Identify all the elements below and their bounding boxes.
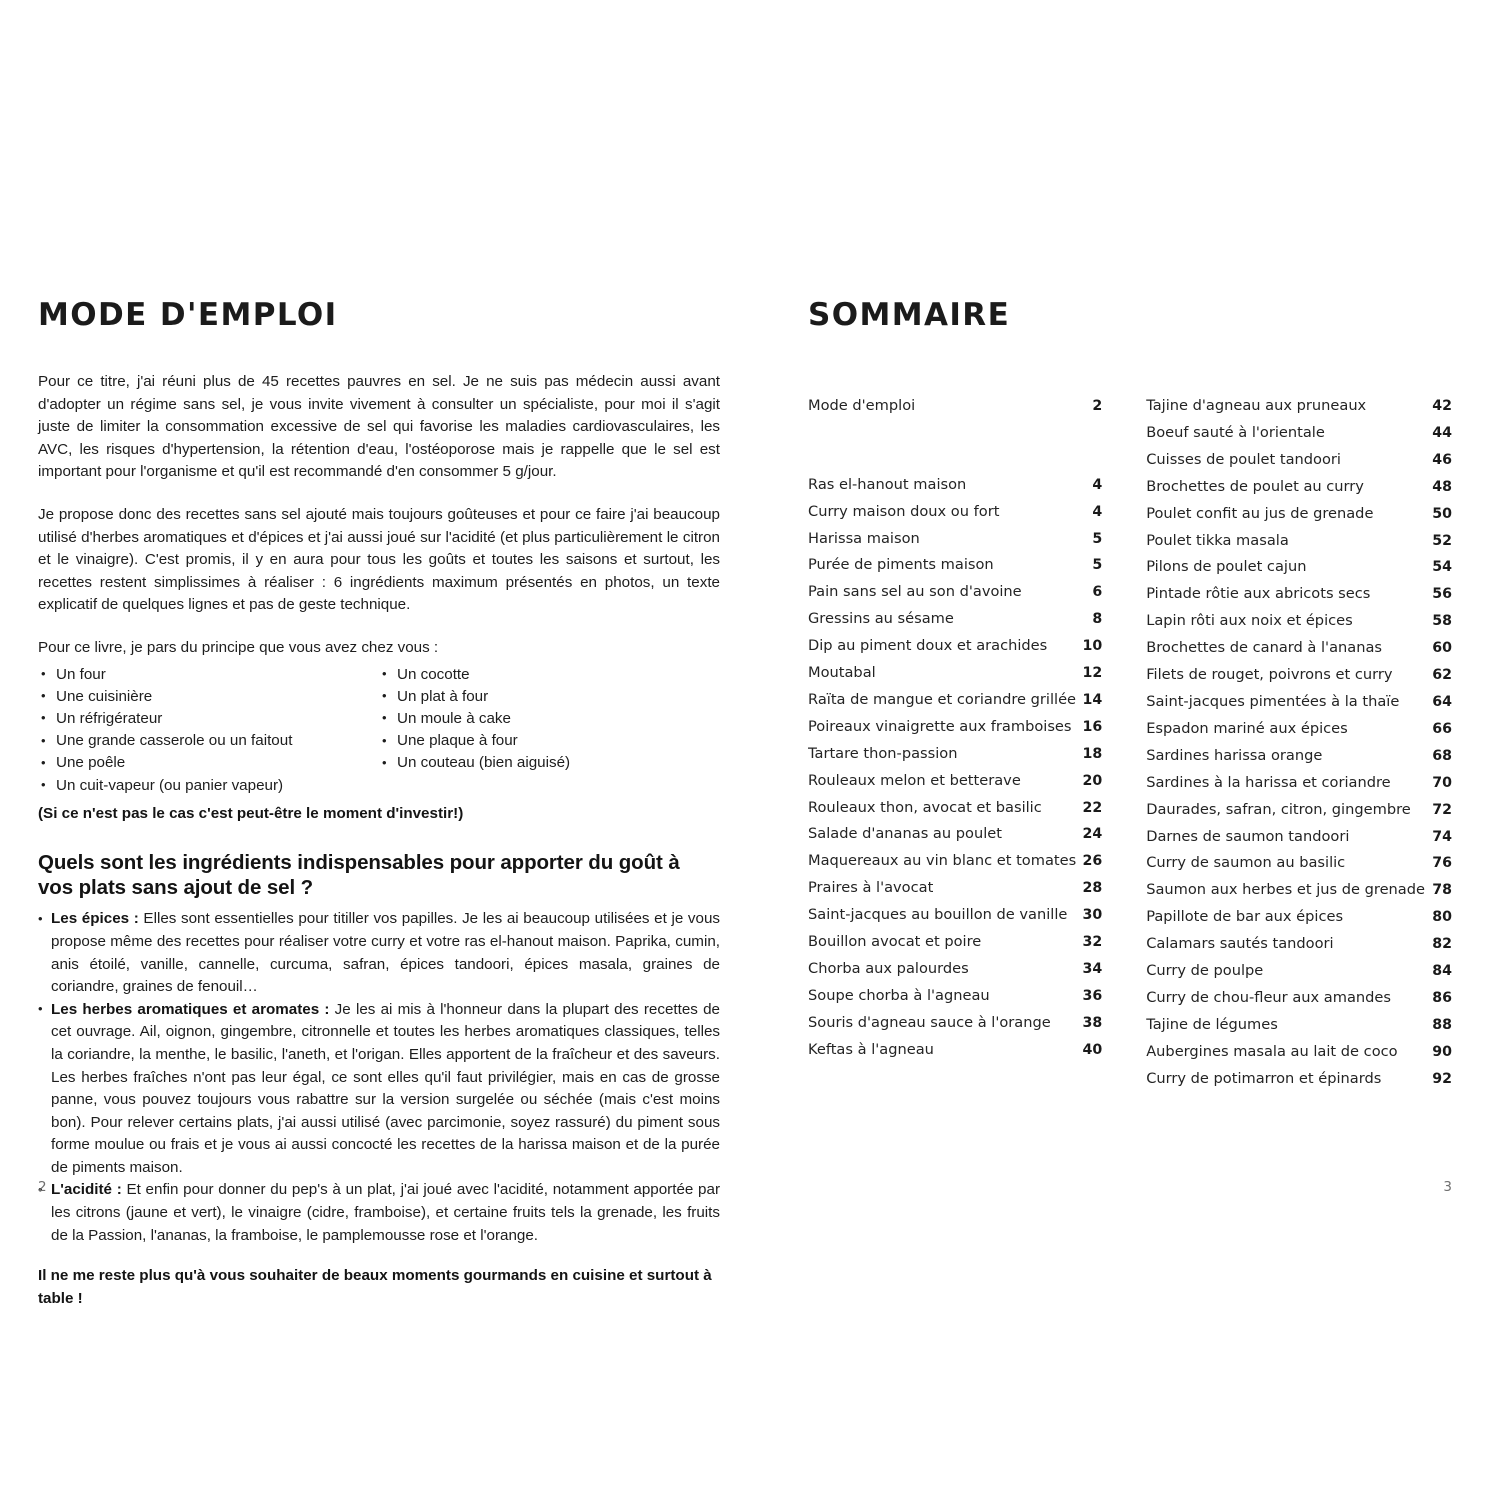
toc-entry-title: Mode d'emploi (808, 397, 916, 414)
list-item (38, 1179, 720, 1247)
toc-entry-page-number: 58 (1432, 613, 1452, 630)
toc-entry[interactable] (1146, 1066, 1452, 1093)
toc-entry-title: Cuisses de poulet tandoori (1146, 450, 1341, 468)
toc-entry[interactable] (1146, 608, 1452, 635)
toc-entry-page-number: 24 (1082, 826, 1103, 843)
toc-entry-page-number: 5 (1092, 557, 1103, 574)
toc-entry[interactable] (808, 472, 1102, 499)
toc-entry-title: Salade d'ananas au poulet (808, 825, 1002, 843)
toc-entry-page-number: 4 (1092, 503, 1103, 520)
intro-paragraph-2: Je propose donc des recettes sans sel ajouté mais toujours goûteuses et pour ce faire j'ai beaucoup utilisé d'herbes aromatiques et d'épices et j'ai aussi joué sur l'acidité (et plus particulièrement le citron et le vinaigre). C'est promis, il y en aura pour tous les goûts et toutes les saisons et surtout, les recettes restent simplissimes à réaliser : 6 ingrédients maximum présentés en photos, un texte explicatif de quelques lignes et pas de geste technique. (38, 505, 720, 614)
toc-entry-title: Saint-jacques au bouillon de vanille (808, 906, 1068, 924)
list-item: • Un moule à cake (379, 708, 720, 730)
toc-entry[interactable] (808, 795, 1102, 822)
toc-entry-page-number: 50 (1432, 505, 1452, 522)
toc-entry-title: Moutabal (808, 664, 876, 682)
folio-page-number-left: 2 (38, 1179, 47, 1195)
toc-entry[interactable] (808, 848, 1102, 875)
toc-entry-title: Rouleaux thon, avocat et basilic (808, 798, 1042, 816)
toc-entry[interactable] (1146, 393, 1452, 420)
list-item: • Une grande casserole ou un faitout (38, 730, 379, 752)
toc-entry-title: Darnes de saumon tandoori (1146, 827, 1350, 845)
equipment-column-left (38, 664, 379, 797)
toc-entry[interactable] (1146, 716, 1452, 743)
toc-entry[interactable] (808, 660, 1102, 687)
toc-entry[interactable] (1146, 824, 1452, 851)
toc-entry-title: Poireaux vinaigrette aux framboises (808, 717, 1072, 735)
list-item: • Un cuit-vapeur (ou panier vapeur) (38, 775, 379, 797)
ingredient-lead-label: Les herbes aromatiques et aromates : (51, 1000, 330, 1018)
list-item: • Un four (38, 664, 379, 686)
toc-entry-title: Calamars sautés tandoori (1146, 935, 1334, 953)
toc-entry-page-number: 92 (1432, 1070, 1452, 1087)
toc-entry[interactable] (808, 1037, 1102, 1064)
toc-entry-title: Poulet tikka masala (1146, 531, 1289, 549)
toc-entry-page-number: 82 (1432, 936, 1452, 953)
toc-entry-page-number: 28 (1082, 880, 1103, 897)
toc-entry-page-number: 32 (1082, 934, 1103, 951)
toc-entry[interactable] (808, 526, 1102, 553)
toc-entry-page-number: 90 (1432, 1043, 1452, 1060)
toc-entry[interactable] (1146, 689, 1452, 716)
toc-column-2 (1146, 393, 1452, 1093)
toc-entry-title: Boeuf sauté à l'orientale (1146, 423, 1325, 441)
toc-entry[interactable] (1146, 1039, 1452, 1066)
toc-entry-page-number: 70 (1432, 774, 1452, 791)
toc-entry-page-number: 14 (1082, 691, 1103, 708)
toc-entry-title: Espadon mariné aux épices (1146, 719, 1348, 737)
toc-entry-title: Purée de piments maison (808, 556, 994, 574)
toc-entry-title: Tajine de légumes (1146, 1015, 1278, 1033)
toc-entry-title: Tartare thon-passion (808, 744, 958, 762)
toc-entry-title: Pain sans sel au son d'avoine (808, 583, 1022, 601)
toc-entry[interactable] (1146, 662, 1452, 689)
list-item: • Une poêle (38, 752, 379, 774)
toc-entry[interactable] (1146, 743, 1452, 770)
toc-entry-page-number: 84 (1432, 963, 1452, 980)
toc-entry[interactable] (1146, 797, 1452, 824)
toc-entry[interactable] (808, 768, 1102, 795)
toc-entry[interactable] (808, 714, 1102, 741)
toc-entry[interactable] (808, 983, 1102, 1010)
toc-entry[interactable] (1146, 554, 1452, 581)
toc-entry-title: Chorba aux palourdes (808, 960, 969, 978)
equipment-column-right (379, 664, 720, 797)
toc-entry[interactable] (1146, 501, 1452, 528)
toc-entry[interactable] (808, 929, 1102, 956)
ingredient-lead-label: L'acidité : (51, 1181, 122, 1199)
toc-entry-title: Maquereaux au vin blanc et tomates (808, 852, 1077, 870)
toc-entry-title: Papillote de bar aux épices (1146, 908, 1344, 926)
toc-entry-title: Tajine d'agneau aux pruneaux (1146, 397, 1367, 414)
equipment-intro: Pour ce livre, je pars du principe que vous avez chez vous : (38, 638, 439, 656)
page-title-mode-demploi: MODE D'EMPLOI (38, 297, 338, 333)
toc-entry-page-number: 44 (1432, 424, 1452, 441)
closing-statement: Il ne me reste plus qu'à vous souhaiter de beaux moments gourmands en cuisine et surtout à table ! (38, 1267, 712, 1307)
toc-entry-title: Soupe chorba à l'agneau (808, 986, 990, 1004)
ingredient-body-text: Elles sont essentielles pour titiller vos papilles. Je les ai beaucoup utilisées et je vous propose même des recettes pour réaliser votre curry et votre ras el-hanout maison. Paprika, cumin, anis étoilé, vanille, cannelle, curcuma, safran, épices tandoori, épices masala, graines de coriandre, graines de fenouil… (51, 910, 720, 996)
left-page-content (38, 297, 721, 1310)
ingredients-list (38, 908, 720, 1247)
toc-entry-page-number: 42 (1432, 398, 1452, 414)
equipment-list-left (38, 664, 379, 797)
toc-entry[interactable] (808, 741, 1102, 768)
toc-entry-page-number: 76 (1432, 855, 1452, 872)
list-item: • Un réfrigérateur (38, 708, 379, 730)
list-item: • Un plat à four (379, 686, 720, 708)
toc-entry-title: Saumon aux herbes et jus de grenade (1146, 881, 1425, 899)
toc-entry-title: Gressins au sésame (808, 610, 954, 628)
toc-column-1 (808, 393, 1102, 1093)
toc-entry-page-number: 40 (1082, 1041, 1103, 1058)
toc-entry-page-number: 68 (1432, 747, 1452, 764)
toc-entry-page-number: 48 (1432, 478, 1452, 495)
toc-entry-title: Bouillon avocat et poire (808, 933, 982, 951)
list-item: • Une plaque à four (379, 730, 720, 752)
toc-entry-title: Ras el-hanout maison (808, 475, 967, 493)
toc-entry-page-number: 78 (1432, 882, 1452, 899)
toc-entry[interactable] (1146, 420, 1452, 447)
toc-entry-title: Souris d'agneau sauce à l'orange (808, 1013, 1051, 1031)
toc-entry-page-number: 72 (1432, 801, 1452, 818)
list-item (38, 908, 720, 998)
toc-entry-title: Praires à l'avocat (808, 879, 934, 897)
toc-entry[interactable] (1146, 581, 1452, 608)
toc-entry[interactable] (1146, 877, 1452, 904)
toc-entry-page-number: 66 (1432, 720, 1452, 737)
toc-entry-title: Curry de potimarron et épinards (1146, 1069, 1382, 1087)
toc-entry-page-number: 52 (1432, 532, 1452, 549)
toc-entry-page-number: 26 (1082, 853, 1103, 870)
toc-entry[interactable] (1146, 635, 1452, 662)
toc-entry-page-number: 16 (1082, 718, 1103, 735)
toc-entry[interactable] (808, 393, 1102, 420)
toc-entry[interactable] (808, 633, 1102, 660)
toc-entry-title: Filets de rouget, poivrons et curry (1146, 666, 1393, 684)
toc-entry[interactable] (808, 821, 1102, 848)
toc-entry-page-number: 2 (1092, 398, 1103, 414)
toc-entry-page-number: 56 (1432, 586, 1452, 603)
toc-entry-title: Brochettes de canard à l'ananas (1146, 639, 1383, 657)
toc-entry[interactable] (1146, 770, 1452, 797)
right-page (750, 0, 1500, 1500)
toc-entry-page-number: 62 (1432, 667, 1452, 684)
equipment-list (38, 664, 720, 797)
toc-entry-title: Sardines à la harissa et coriandre (1146, 773, 1391, 791)
toc-entry[interactable] (808, 875, 1102, 902)
table-of-contents (808, 393, 1452, 1093)
toc-entry-page-number: 20 (1082, 772, 1103, 789)
toc-entry[interactable] (808, 687, 1102, 714)
toc-entry[interactable] (1146, 447, 1452, 474)
folio-page-number-right: 3 (1443, 1179, 1452, 1195)
toc-entry-title: Daurades, safran, citron, gingembre (1146, 800, 1411, 818)
toc-entry-page-number: 34 (1082, 961, 1103, 978)
toc-entry[interactable] (1146, 958, 1452, 985)
toc-entry-title: Saint-jacques pimentées à la thaïe (1146, 692, 1400, 710)
ingredient-lead-label: Les épices : (51, 910, 139, 928)
toc-list-2 (1146, 393, 1452, 1093)
toc-entry[interactable] (1146, 474, 1452, 501)
toc-entry[interactable] (1146, 985, 1452, 1012)
toc-entry[interactable] (808, 606, 1102, 633)
list-item: • Une cuisinière (38, 686, 379, 708)
toc-entry-page-number: 54 (1432, 559, 1452, 576)
toc-entry[interactable] (808, 902, 1102, 929)
toc-entry-title: Keftas à l'agneau (808, 1040, 934, 1058)
toc-entry-title: Poulet confit au jus de grenade (1146, 504, 1374, 522)
toc-entry-page-number: 60 (1432, 640, 1452, 657)
toc-entry-title: Rouleaux melon et betterave (808, 771, 1021, 789)
toc-entry-page-number: 18 (1082, 745, 1103, 762)
toc-entry-title: Raïta de mangue et coriandre grillée (808, 690, 1077, 708)
toc-entry[interactable] (808, 552, 1102, 579)
toc-entry-page-number: 46 (1432, 451, 1452, 468)
toc-entry-page-number: 38 (1082, 1014, 1103, 1031)
ingredient-body-text: Je les ai mis à l'honneur dans la plupart des recettes de cet ouvrage. Ail, oignon, gingembre, citronnelle et toutes les herbes aromatiques classiques, telles la coriandre, la menthe, le basilic, l'aneth, et l'origan. Elles apportent de la fraîcheur et des saveurs. Les herbes fraîches n'ont pas leur égal, ce sont elles qu'il faut privilégier, mais en cas de grosse panne, vous pouvez toujours vous rabattre sur la version surgelée ou séchée (mais c'est moins bon). Pour relever certains plats, j'ai aussi utilisé (avec parcimonie, soyez rassuré) du piment sous forme moulue ou frais et je vous ai aussi concocté les recettes de la harissa maison et de la purée de piments maison. (51, 1000, 720, 1176)
toc-list-1 (808, 393, 1102, 1064)
page-title-sommaire: SOMMAIRE (808, 297, 1011, 333)
toc-entry-page-number: 10 (1082, 638, 1103, 655)
toc-entry-page-number: 4 (1092, 476, 1103, 493)
section-heading-ingredients: Quels sont les ingrédients indispensables pour apporter du goût à vos plats sans ajout de sel ? (38, 851, 680, 899)
toc-entry-page-number: 88 (1432, 1016, 1452, 1033)
ingredient-body-text: Et enfin pour donner du pep's à un plat, j'ai joué avec l'acidité, notamment apportée par les citrons (jaune et vert), le vinaigre (cidre, framboise), et certaine fruits tels la grenade, les fruits de la Passion, l'ananas, la framboise, le pamplemousse rose et l'orange. (51, 1181, 721, 1244)
toc-entry-title: Curry de chou-fleur aux amandes (1146, 988, 1391, 1006)
toc-entry-page-number: 74 (1432, 828, 1452, 845)
toc-entry-title: Curry de saumon au basilic (1146, 854, 1346, 872)
toc-entry-page-number: 5 (1092, 530, 1103, 547)
toc-entry[interactable] (808, 1010, 1102, 1037)
toc-entry-page-number: 30 (1082, 907, 1103, 924)
toc-entry-page-number: 12 (1082, 665, 1103, 682)
toc-entry-title: Lapin rôti aux noix et épices (1146, 612, 1353, 630)
toc-entry[interactable] (1146, 931, 1452, 958)
toc-entry-page-number: 64 (1432, 693, 1452, 710)
equipment-note: (Si ce n'est pas le cas c'est peut-être le moment d'investir!) (38, 804, 464, 822)
toc-entry-title: Harissa maison (808, 529, 920, 547)
toc-entry-page-number: 80 (1432, 909, 1452, 926)
toc-entry-title: Pilons de poulet cajun (1146, 558, 1307, 576)
toc-entry[interactable] (808, 579, 1102, 606)
toc-entry[interactable] (808, 499, 1102, 526)
toc-entry[interactable] (1146, 528, 1452, 555)
toc-entry-page-number: 6 (1092, 584, 1103, 601)
toc-entry-title: Aubergines masala au lait de coco (1146, 1042, 1398, 1060)
toc-entry-title: Pintade rôtie aux abricots secs (1146, 585, 1371, 603)
list-item: • Un couteau (bien aiguisé) (379, 752, 720, 774)
toc-entry-page-number: 22 (1082, 799, 1103, 816)
toc-entry-title: Dip au piment doux et arachides (808, 637, 1048, 655)
list-item: • Un cocotte (379, 664, 720, 686)
toc-entry-page-number: 86 (1432, 989, 1452, 1006)
toc-entry-page-number: 8 (1092, 611, 1103, 628)
toc-entry-title: Sardines harissa orange (1146, 746, 1323, 764)
equipment-list-right (379, 664, 720, 775)
toc-entry-title: Curry maison doux ou fort (808, 502, 1000, 520)
toc-entry-title: Curry de poulpe (1146, 962, 1264, 980)
toc-entry[interactable] (1146, 1012, 1452, 1039)
list-item (38, 999, 720, 1180)
toc-entry-title: Brochettes de poulet au curry (1146, 477, 1364, 495)
intro-paragraph-1: Pour ce titre, j'ai réuni plus de 45 recettes pauvres en sel. Je ne suis pas médecin aussi avant d'adopter un régime sans sel, je vous invite vivement à consulter un spécialiste, pour moi il s'agit juste de limiter la consommation excessive de sel qui favorise les maladies cardiovasculaires, les AVC, les risques d'hypertension, la rétention d'eau, l'ostéoporose mais je rappelle que le sel est important pour l'organisme et qu'il est recommandé d'en consommer 5 g/jour. (38, 373, 720, 481)
toc-entry-page-number: 36 (1082, 987, 1103, 1004)
toc-entry[interactable] (808, 956, 1102, 983)
toc-entry[interactable] (1146, 850, 1452, 877)
toc-entry[interactable] (1146, 904, 1452, 931)
